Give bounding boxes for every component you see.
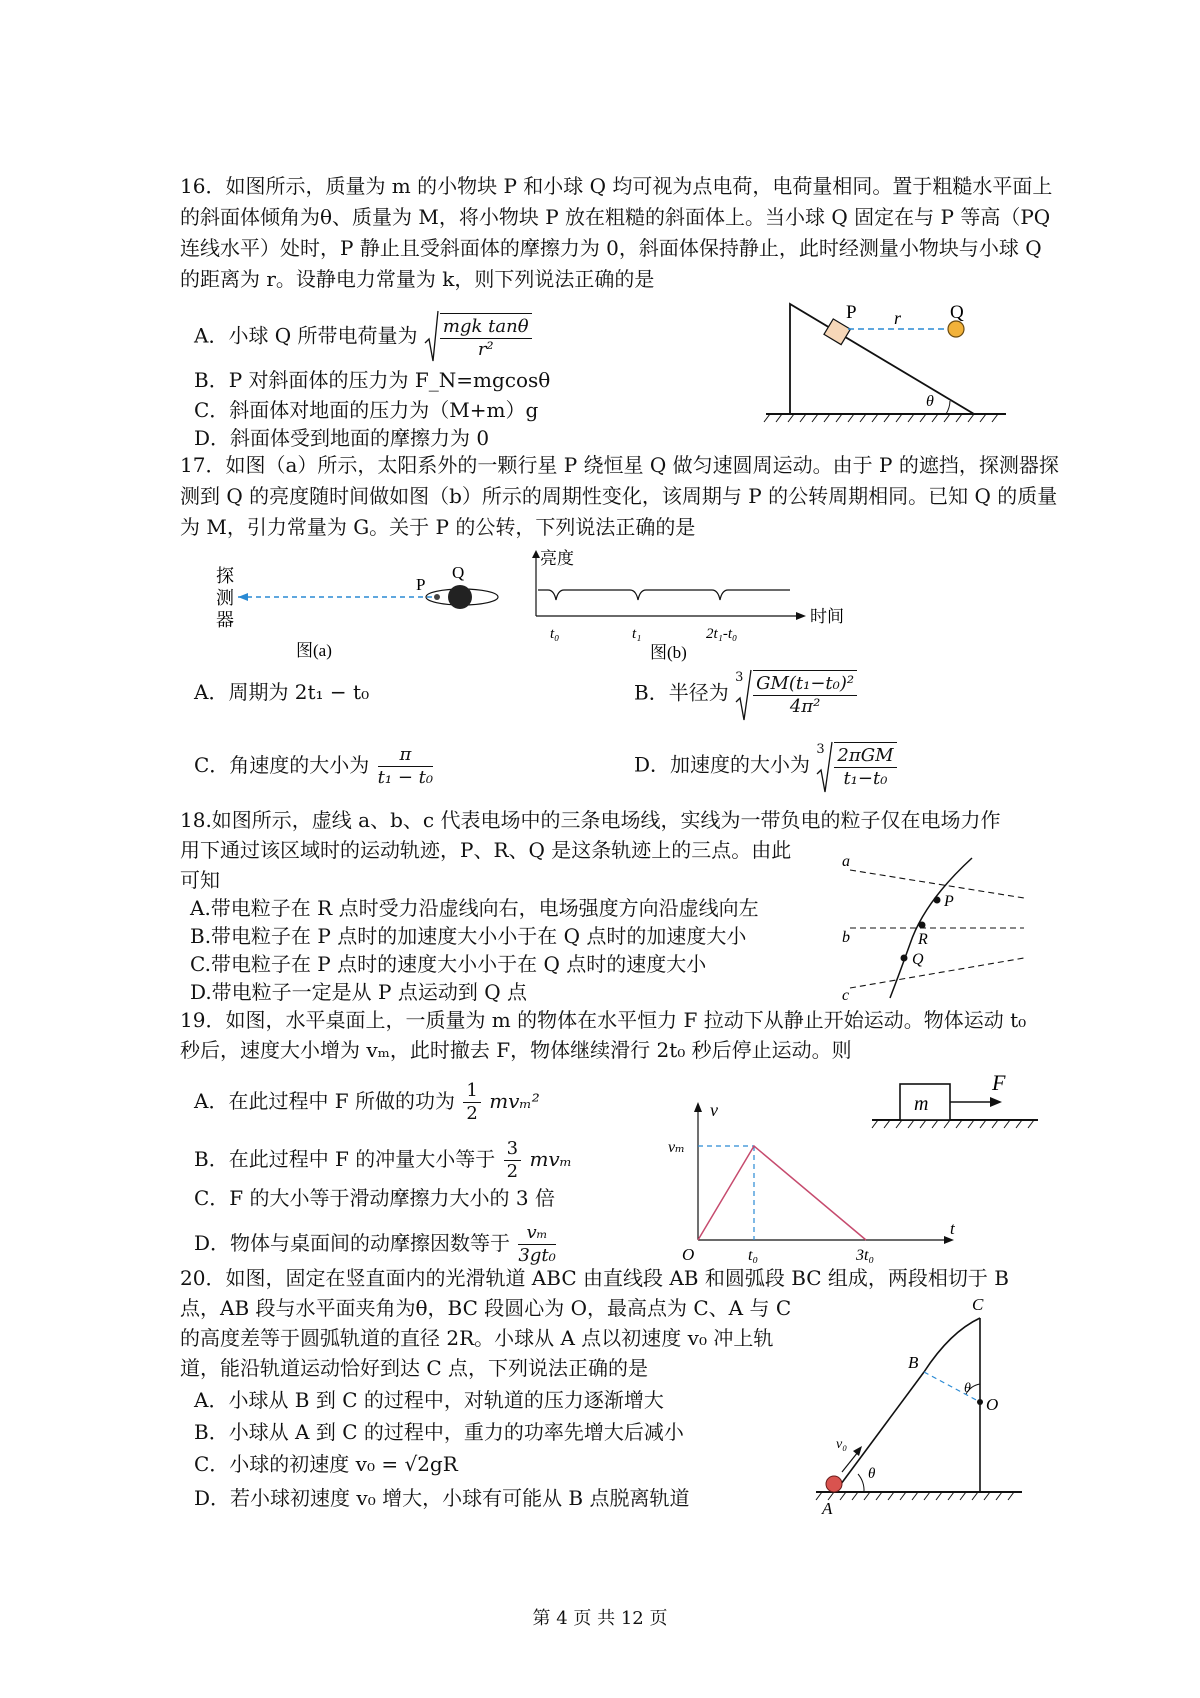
q17-detector-1: 探 — [216, 566, 234, 586]
q19-option-b-tail: mvₘ — [529, 1147, 572, 1171]
q17-y-label: 亮度 — [540, 549, 574, 568]
q19-graph-t0: t₀ — [748, 1247, 759, 1264]
q19-option-d — [194, 1222, 558, 1267]
q16-incline — [790, 304, 974, 414]
q20-track-figure — [812, 1288, 1042, 1518]
q20-option-b: B．小球从 A 到 C 的过程中，重力的功率先增大后减小 — [194, 1420, 684, 1444]
q16-option-d: D．斜面体受到地面的摩擦力为 0 — [194, 426, 490, 450]
q17-label-q: Q — [452, 563, 465, 582]
q19-option-a-tail: mvₘ² — [489, 1089, 540, 1113]
q19-vt-graph — [670, 1100, 970, 1270]
q17-figure-a — [212, 560, 512, 690]
q18-label-a: a — [842, 853, 850, 870]
q20-label-theta: θ — [868, 1466, 876, 1482]
q18-label-c: c — [842, 987, 850, 1004]
q17-option-c-numerator: π — [378, 744, 433, 767]
q18-field-line-a — [850, 870, 1024, 898]
q16-option-c: C．斜面体对地面的压力为（M+m）g — [194, 398, 539, 422]
q18-field-figure — [840, 852, 1030, 1002]
q18-option-b: B.带电粒子在 P 点时的加速度大小小于在 Q 点时的加速度大小 — [190, 924, 747, 948]
q17-x-label: 时间 — [810, 607, 844, 626]
q17-option-b-label: B．半径为 — [634, 680, 729, 705]
q19-graph-v: v — [710, 1100, 718, 1120]
q19-option-a-frac-den: 2 — [466, 1103, 478, 1124]
q19-graph-3t0: 3t₀ — [856, 1247, 875, 1264]
q17-figure-b — [530, 548, 870, 678]
q16-label-p: P — [846, 302, 857, 323]
q17-star-q — [448, 585, 472, 609]
q17-detector-3: 器 — [216, 610, 234, 630]
q18-label-r: R — [918, 931, 928, 948]
q17-option-d-label: D．加速度的大小为 — [634, 752, 811, 777]
q18-field-line-c — [850, 958, 1024, 988]
q17-planet-p — [434, 594, 440, 600]
q17-brightness-curve — [538, 590, 790, 600]
q20-option-c: C．小球的初速度 v₀ = √2gR — [194, 1452, 458, 1476]
q18-stem-line-2: 用下通过该区域时的运动轨迹，P、R、Q 是这条轨迹上的三点。由此 — [180, 838, 792, 862]
q19-velocity-line — [698, 1146, 866, 1240]
q16-incline-figure — [760, 298, 1020, 428]
q17-option-d-numerator: 2πGM — [834, 745, 896, 768]
q20-label-o: O — [986, 1395, 999, 1414]
q19-option-a-frac-num: 1 — [463, 1080, 480, 1103]
q17-option-b — [634, 670, 859, 718]
q19-option-a — [194, 1080, 540, 1125]
q19-option-b-frac-den: 2 — [506, 1161, 519, 1182]
q17-option-c-denominator: t₁ − t₀ — [377, 767, 434, 788]
q17-tick-t0: t₀ — [550, 626, 560, 642]
q16-option-a-numerator: mgk tanθ — [440, 316, 532, 339]
q20-segment-ab — [838, 1372, 924, 1488]
q17-stem: 17．如图（a）所示，太阳系外的一颗行星 P 绕恒星 Q 做匀速圆周运动。由于 P 的遮挡，探测器探测到 Q 的亮度随时间做如图（b）所示的周期性变化，该周期与 P 的公转周期相同。已知 Q 的质量为 M，引力常量为 G。关于 P 的公转，下列说法正确的是 — [180, 453, 1059, 539]
q16-stem: 16．如图所示，质量为 m 的小物块 P 和小球 Q 均可视为点电荷，电荷量相同。置于粗糙水平面上的斜面体倾角为θ、质量为 M，将小物块 P 放在粗糙的斜面体上。当小球 Q 固定在与 P 等高（PQ 连线水平）处时，P 静止且受斜面体的摩擦力为 0，斜面体保持静止，此时经测量小物块与小球 Q 的距离为 r。设静电力常量为 k，则下列说法正确的是 — [180, 174, 1053, 291]
q18-stem-line-3: 可知 — [180, 868, 220, 892]
q19-option-b — [194, 1138, 572, 1183]
q16-option-a-sqrt — [424, 313, 534, 361]
q20-stem-line-2: 点，AB 段与水平面夹角为θ，BC 段圆心为 O，最高点为 C、A 与 C — [180, 1296, 792, 1320]
q20-arc-bc — [924, 1318, 980, 1372]
q17-option-a: A．周期为 2t₁ − t₀ — [194, 680, 370, 704]
q19-label-f: F — [992, 1070, 1006, 1095]
q16-label-theta: θ — [926, 393, 934, 410]
q20-stem-line-3: 的高度差等于圆弧轨道的直径 2R。小球从 A 点以初速度 v₀ 冲上轨 — [180, 1326, 774, 1350]
q18-option-a: A.带电粒子在 R 点时受力沿虚线向右，电场强度方向沿虚线向左 — [190, 896, 759, 920]
q20-label-b: B — [908, 1353, 919, 1372]
q16-option-a-label: A．小球 Q 所带电荷量为 — [194, 323, 418, 348]
q16-option-b: B．P 对斜面体的压力为 F_N=mgcosθ — [194, 368, 551, 392]
q18-stem-line-1: 18.如图所示，虚线 a、b、c 代表电场中的三条电场线，实线为一带负电的粒子仅在电场力作 — [180, 808, 1001, 832]
q19-stem-line-2: 秒后，速度大小增为 vₘ，此时撤去 F，物体继续滑行 2t₀ 秒后停止运动。则 — [180, 1038, 852, 1062]
q20-v0-arrow — [842, 1452, 858, 1472]
q20-label-c: C — [972, 1295, 984, 1314]
q17-option-c-label: C．角速度的大小为 — [194, 753, 370, 777]
q20-label-v0: v₀ — [836, 1437, 848, 1452]
q19-option-d-label: D．物体与桌面间的动摩擦因数等于 — [194, 1231, 511, 1255]
q20-option-d: D．若小球初速度 v₀ 增大，小球有可能从 B 点脱离轨道 — [194, 1486, 690, 1510]
q19-option-d-frac-num: vₘ — [518, 1222, 555, 1245]
q19-graph-o: O — [682, 1245, 695, 1264]
q17-tick-t1: t₁ — [632, 626, 642, 642]
q17-option-d-radical: 3 $\frac{\text{2πGM}}{\text{t₁−t₀}}$ — [816, 742, 898, 790]
q17-caption-a: 图(a) — [296, 641, 332, 660]
q20-stem-line-1: 20．如图，固定在竖直面内的光滑轨道 ABC 由直线段 AB 和圆弧段 BC 组成，两段相切于 B — [180, 1266, 1009, 1290]
q16-label-q: Q — [950, 302, 964, 323]
q16-option-a — [194, 313, 534, 361]
q16-label-r: r — [894, 308, 902, 328]
q20-label-a: A — [822, 1499, 833, 1518]
q18-label-p: P — [944, 893, 954, 910]
q20-label-theta-2: θ — [964, 1381, 971, 1396]
q17-option-b-numerator: GM(t₁−t₀)² — [753, 673, 857, 696]
q19-option-b-label: B．在此过程中 F 的冲量大小等于 — [194, 1147, 496, 1171]
q20-option-a: A．小球从 B 到 C 的过程中，对轨道的压力逐渐增大 — [194, 1388, 664, 1412]
q17-label-p: P — [416, 575, 426, 594]
q16-ball-q — [948, 321, 964, 337]
q19-option-c: C．F 的大小等于滑动摩擦力大小的 3 倍 — [194, 1186, 555, 1210]
q20-ball — [826, 1476, 842, 1492]
q17-tick-2t1-t0: 2t₁-t₀ — [706, 626, 738, 642]
q17-option-d-denominator: t₁−t₀ — [843, 768, 888, 789]
q19-label-m: m — [914, 1093, 929, 1115]
q18-option-d: D.带电粒子一定是从 P 点运动到 Q 点 — [190, 980, 527, 1004]
q17-option-d — [634, 742, 899, 790]
q18-option-c: C.带电粒子在 P 点时的速度大小小于在 Q 点时的速度大小 — [190, 952, 707, 976]
q19-option-d-frac-den: 3gt₀ — [518, 1245, 556, 1266]
q19-stem-line-1: 19．如图，水平桌面上，一质量为 m 的物体在水平恒力 F 拉动下从静止开始运动。物体运动 t₀ — [180, 1008, 1027, 1032]
q18-label-b: b — [842, 929, 850, 946]
q16-option-a-denominator: r² — [477, 339, 494, 360]
q19-graph-t: t — [950, 1219, 955, 1238]
q20-stem-line-4: 道，能沿轨道运动恰好到达 C 点，下列说法正确的是 — [180, 1356, 649, 1380]
q17-detector-2: 测 — [216, 588, 234, 608]
q18-label-q: Q — [912, 951, 924, 968]
q19-option-a-label: A．在此过程中 F 所做的功为 — [194, 1089, 456, 1113]
q17-caption-b: 图(b) — [650, 643, 687, 662]
q17-option-b-radical: 3 $\frac{\text{GM(t₁−t₀)²}}{\text{4π²}}$ — [735, 670, 859, 718]
q17-option-c — [194, 744, 435, 789]
q19-graph-vm: vₘ — [668, 1139, 685, 1156]
q19-option-b-frac-num: 3 — [504, 1138, 521, 1161]
q17-option-b-denominator: 4π² — [789, 696, 821, 717]
page-footer: 第 4 页 共 12 页 — [532, 1608, 668, 1629]
